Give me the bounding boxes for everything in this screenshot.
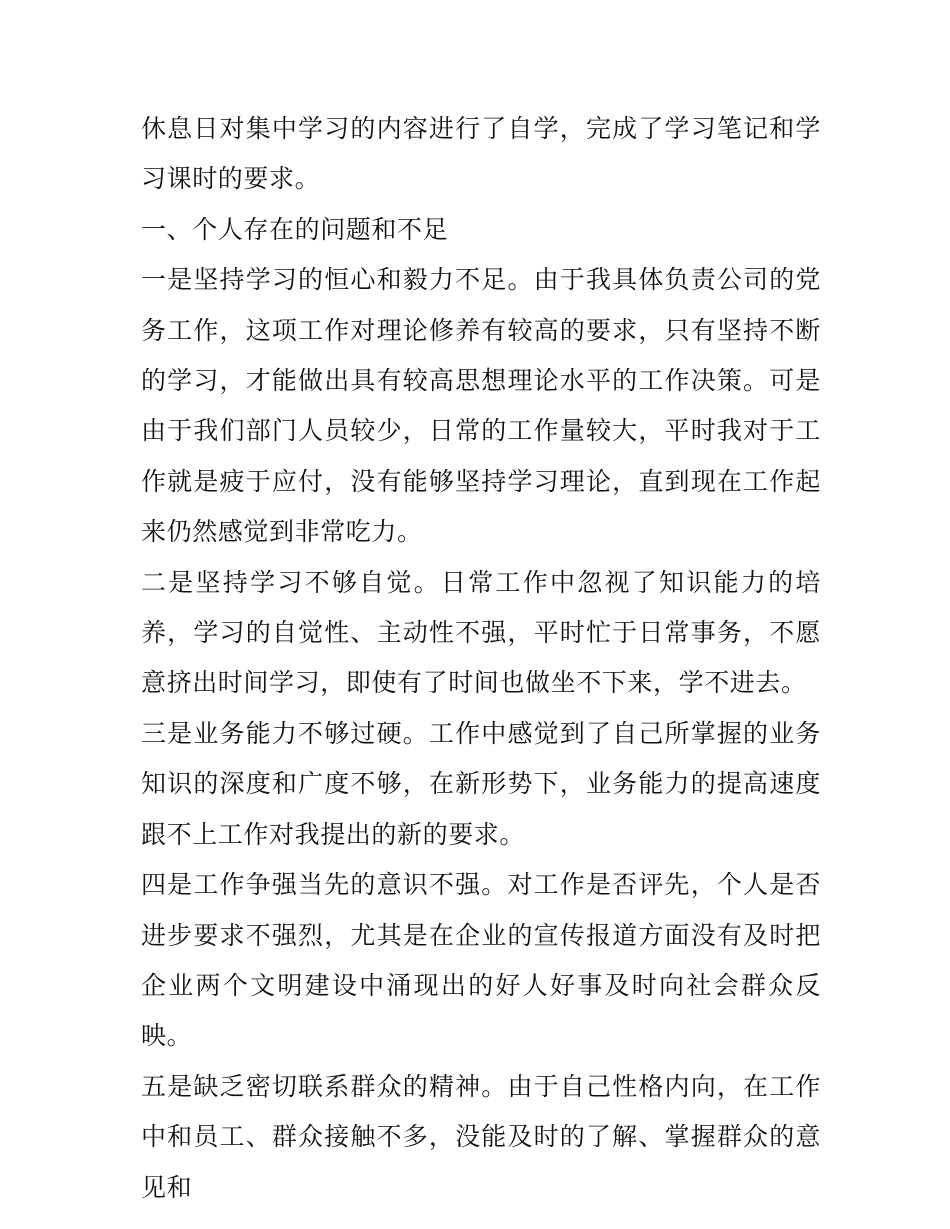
paragraph-point-one: 一是坚持学习的恒心和毅力不足。由于我具体负责公司的党务工作，这项工作对理论修养有较高的要求，只有坚持不断的学习，才能做出具有较高思想理论水平的工作决策。可是由于我们部门人员较少，日常的工作量较大，平时我对于工作就是疲于应付，没有能够坚持学习理论，直到现在工作起来仍然感觉到非常吃力。	[141, 265, 821, 547]
paragraph-point-two: 二是坚持学习不够自觉。日常工作中忽视了知识能力的培养，学习的自觉性、主动性不强，平时忙于日常事务，不愿意挤出时间学习，即使有了时间也做坐不下来，学不进去。	[141, 567, 821, 698]
document-body	[141, 104, 821, 1213]
paragraph-point-five: 五是缺乏密切联系群众的精神。由于自己性格内向，在工作中和员工、群众接触不多，没能及时的了解、掌握群众的意见和	[141, 1071, 821, 1202]
section-heading-problems: 一、个人存在的问题和不足	[141, 214, 449, 244]
paragraph-point-four: 四是工作争强当先的意识不强。对工作是否评先，个人是否进步要求不强烈，尤其是在企业的宣传报道方面没有及时把企业两个文明建设中涌现出的好人好事及时向社会群众反映。	[141, 870, 821, 1051]
paragraph-point-three: 三是业务能力不够过硬。工作中感觉到了自己所掌握的业务知识的深度和广度不够，在新形势下，业务能力的提高速度跟不上工作对我提出的新的要求。	[141, 718, 821, 849]
paragraph-self-study: 休息日对集中学习的内容进行了自学，完成了学习笔记和学习课时的要求。	[141, 114, 821, 194]
